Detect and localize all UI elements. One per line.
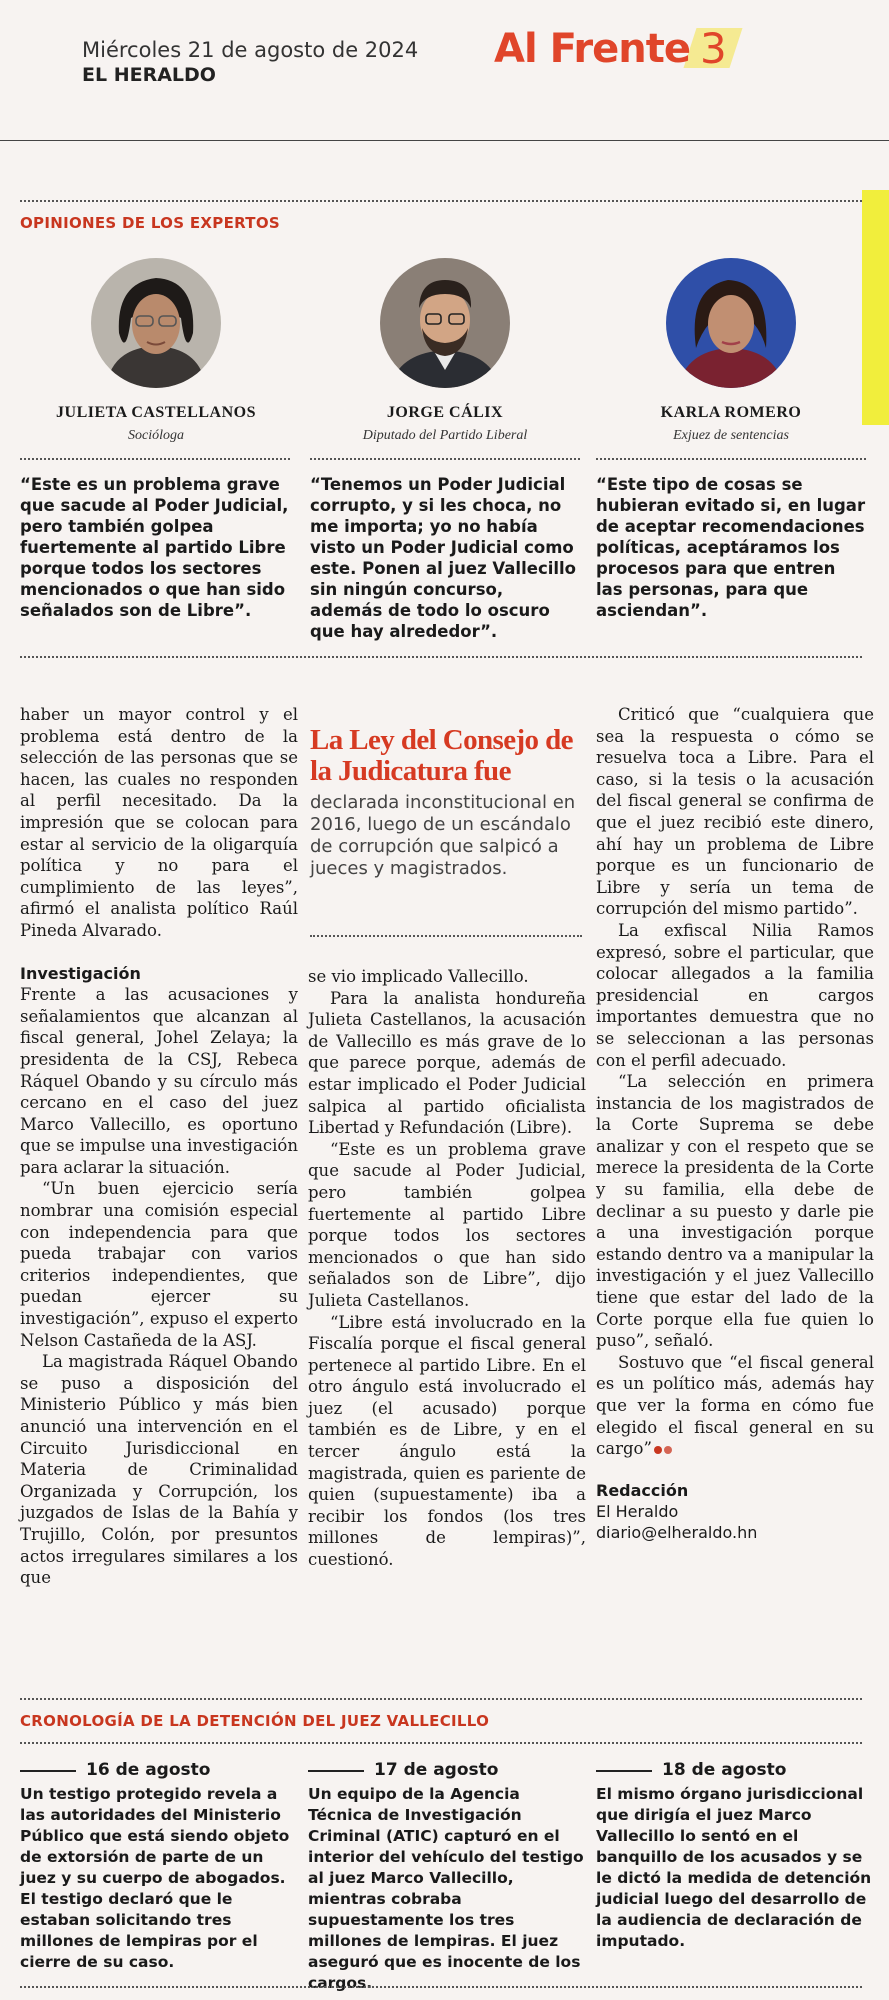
timeline-item: [308, 1760, 588, 1994]
timeline-top-rule: [20, 1698, 862, 1700]
avatar-jorge-calix: [380, 258, 510, 388]
expert-name: JORGE CÁLIX: [386, 404, 504, 421]
end-mark-icon: [654, 1446, 662, 1454]
quote-rule: [596, 458, 866, 460]
article-paragraph: Frente a las acusaciones y señalamientos que alcanzan al fiscal general, Johel Zelaya; la presidenta de la CSJ, Rebeca Ráquel Obando y su círculo más cercano en el caso del juez Marco Vallecillo, es oportuno que se impulse una investigación para aclarar la situación.: [20, 985, 298, 1177]
timeline-section-title: CRONOLOGÍA DE LA DETENCIÓN DEL JUEZ VALLECILLO: [20, 1712, 490, 1730]
article-subhead: Investigación: [20, 963, 141, 983]
quote-rule: [20, 458, 290, 460]
article-paragraph: haber un mayor control y el problema está dentro de la selección de las personas que se hacen, las cuales no responden al perfil necesitado. Da la impresión que se colocan para estar al servicio de la oligarquía política y no para el cumplimiento de las leyes”, afirmó el analista político Raúl Pineda Alvarado.: [20, 705, 298, 940]
timeline-item: [596, 1760, 876, 1952]
timeline-date-line: [308, 1770, 364, 1772]
expert-quote: “Tenemos un Poder Judicial corrupto, y si les choca, no me importa; yo no había visto un Poder Judicial como este. Ponen al juez Vallecillo sin ningún concurso, además de todo lo oscuro que hay alrededor”.: [310, 475, 577, 641]
experts-top-rule: [20, 200, 862, 202]
quote-rule: [310, 458, 580, 460]
timeline-bottom-rule: [20, 1986, 862, 1988]
pull-quote-text: declarada inconstitucional en 2016, luego de un escándalo de corrupción que salpicó a jueces y magistrados.: [310, 792, 576, 879]
timeline-date: 18 de agosto: [662, 1760, 787, 1780]
byline-email: diario@elheraldo.hn: [596, 1522, 758, 1542]
expert-role: Diputado del Partido Liberal: [362, 428, 528, 443]
timeline-date-line: [596, 1770, 652, 1772]
expert-name: KARLA ROMERO: [660, 404, 802, 421]
expert-role: Exjuez de sentencias: [673, 428, 789, 443]
timeline-title-rule: [20, 1742, 862, 1744]
pull-quote-rule: [310, 935, 582, 937]
section-title: Al Frente: [494, 26, 690, 72]
article-paragraph: La exfiscal Nilia Ramos expresó, sobre el particular, que colocar allegados a la familia presidencial en cargos importantes demuestra que no se seleccionan a las personas con el perfil adecuado.: [596, 920, 874, 1070]
article-paragraph: “Este es un problema grave que sacude al Poder Judicial, pero también golpea fuertemente al partido Libre porque todos los sectores mencionados o que han sido señalados son de Libre”, dijo Julieta Castellanos.: [308, 1139, 586, 1310]
article-paragraph: “La selección en primera instancia de los magistrados de la Corte Suprema se debe analizar y con el respeto que se merece la presidenta de la Corte y su familia, ella debe de declinar a su puesto y darle pie a una investigación porque estando dentro va a manipular la investigación y el juez Vallecillo tiene que estar del lado de la Corte porque ella fue quien lo puso”, señaló.: [596, 1072, 874, 1351]
page-number: 3: [700, 24, 727, 73]
experts-section-title: OPINIONES DE LOS EXPERTOS: [20, 214, 280, 232]
article-paragraph: Criticó que “cualquiera que sea la respuesta o cómo se resuelva toca a Libre. Para el caso, si la tesis o la acusación del fiscal general se confirma de que el juez recibió este dinero, ahí hay un problema de Libre porque es un funcionario de Libre y sería un tema de corrupción del mismo partido”.: [596, 705, 874, 919]
timeline-date: 16 de agosto: [86, 1760, 211, 1780]
pull-quote-title: La Ley del Consejo de la Judicatura fue: [310, 724, 573, 787]
timeline-item: [20, 1760, 300, 1973]
byline-label: Redacción: [596, 1480, 689, 1500]
article-paragraph: “Libre está involucrado en la Fiscalía porque el fiscal general pertenece al partido Libre. En el otro ángulo está involucrado el juez (el acusado) porque también es de Libre, y en el tercer ángulo está la magistrada, quien es pariente de quien (supuestamente) iba a recibir los fondos (los tres millones de lempiras)”, cuestionó.: [308, 1312, 586, 1570]
article-paragraph: Para la analista hondureña Julieta Castellanos, la acusación de Vallecillo es más grave de lo que parece porque, además de estar implicado el Poder Judicial salpica al partido oficialista Libertad y Refundación (Libre).: [308, 988, 586, 1138]
article-column-3: [596, 704, 874, 1543]
timeline-date: 17 de agosto: [374, 1760, 499, 1780]
timeline-text: El mismo órgano jurisdiccional que dirigía el juez Marco Vallecillo lo sentó en el banquillo de los acusados y se le dictó la medida de detención judicial luego del desarrollo de la audiencia de declaración de imputado.: [596, 1785, 872, 1950]
timeline-text: Un testigo protegido revela a las autoridades del Ministerio Público que está siendo objeto de extorsión de parte de un juez y su cuerpo de abogados. El testigo declaró que le estaban solicitando tres millones de lempiras por el cierre de su caso.: [20, 1785, 290, 1971]
byline-outlet: El Heraldo: [596, 1501, 679, 1521]
header-date: Miércoles 21 de agosto de 2024: [82, 38, 419, 62]
avatar-julieta-castellanos: [91, 258, 221, 388]
timeline-date-line: [20, 1770, 76, 1772]
header-rule: [0, 140, 889, 141]
section-color-tab: [862, 190, 889, 425]
article-paragraph: La magistrada Ráquel Obando se puso a disposición del Ministerio Público y más bien anunció una intervención en el Circuito Jurisdiccional en Materia de Criminalidad Organizada y Corrupción, los juzgados de Islas de la Bahía y Trujillo, Colón, por presuntos actos irregulares similares a los que: [20, 1352, 298, 1588]
avatar-karla-romero: [666, 258, 796, 388]
article-paragraph: se vio implicado Vallecillo.: [308, 967, 529, 986]
experts-bottom-rule: [20, 656, 862, 658]
header-newspaper-name: EL HERALDO: [82, 64, 216, 86]
end-mark-icon: [664, 1446, 672, 1454]
expert-quote: “Este tipo de cosas se hubieran evitado si, en lugar de aceptar recomendaciones políticas, aceptáramos los procesos para que entren las personas, para que asciendan”.: [596, 475, 866, 620]
article-paragraph: “Un buen ejercicio sería nombrar una comisión especial con independencia para que pueda trabajar con varios criterios independientes, que puedan ejercer su investigación”, expuso el experto Nelson Castañeda de la ASJ.: [20, 1179, 298, 1350]
article-paragraph: Sostuvo que “el fiscal general es un político más, además hay que ver la forma en cómo fue elegido el fiscal general en su cargo”: [596, 1352, 874, 1459]
timeline-text: Un equipo de la Agencia Técnica de Investigación Criminal (ATIC) capturó en el interior del vehículo del testigo al juez Marco Vallecillo, mientras cobraba supuestamente los tres millones de lempiras. El juez aseguró que es inocente de los cargos.: [308, 1785, 584, 1992]
expert-role: Socióloga: [128, 428, 184, 443]
expert-quote: “Este es un problema grave que sacude al Poder Judicial, pero también golpea fuertemente al partido Libre porque todos los sectores mencionados o que han sido señalados son de Libre”.: [20, 475, 289, 620]
article-column-1: [20, 704, 298, 1589]
expert-name: JULIETA CASTELLANOS: [56, 404, 256, 421]
article-column-2: [308, 966, 586, 1571]
